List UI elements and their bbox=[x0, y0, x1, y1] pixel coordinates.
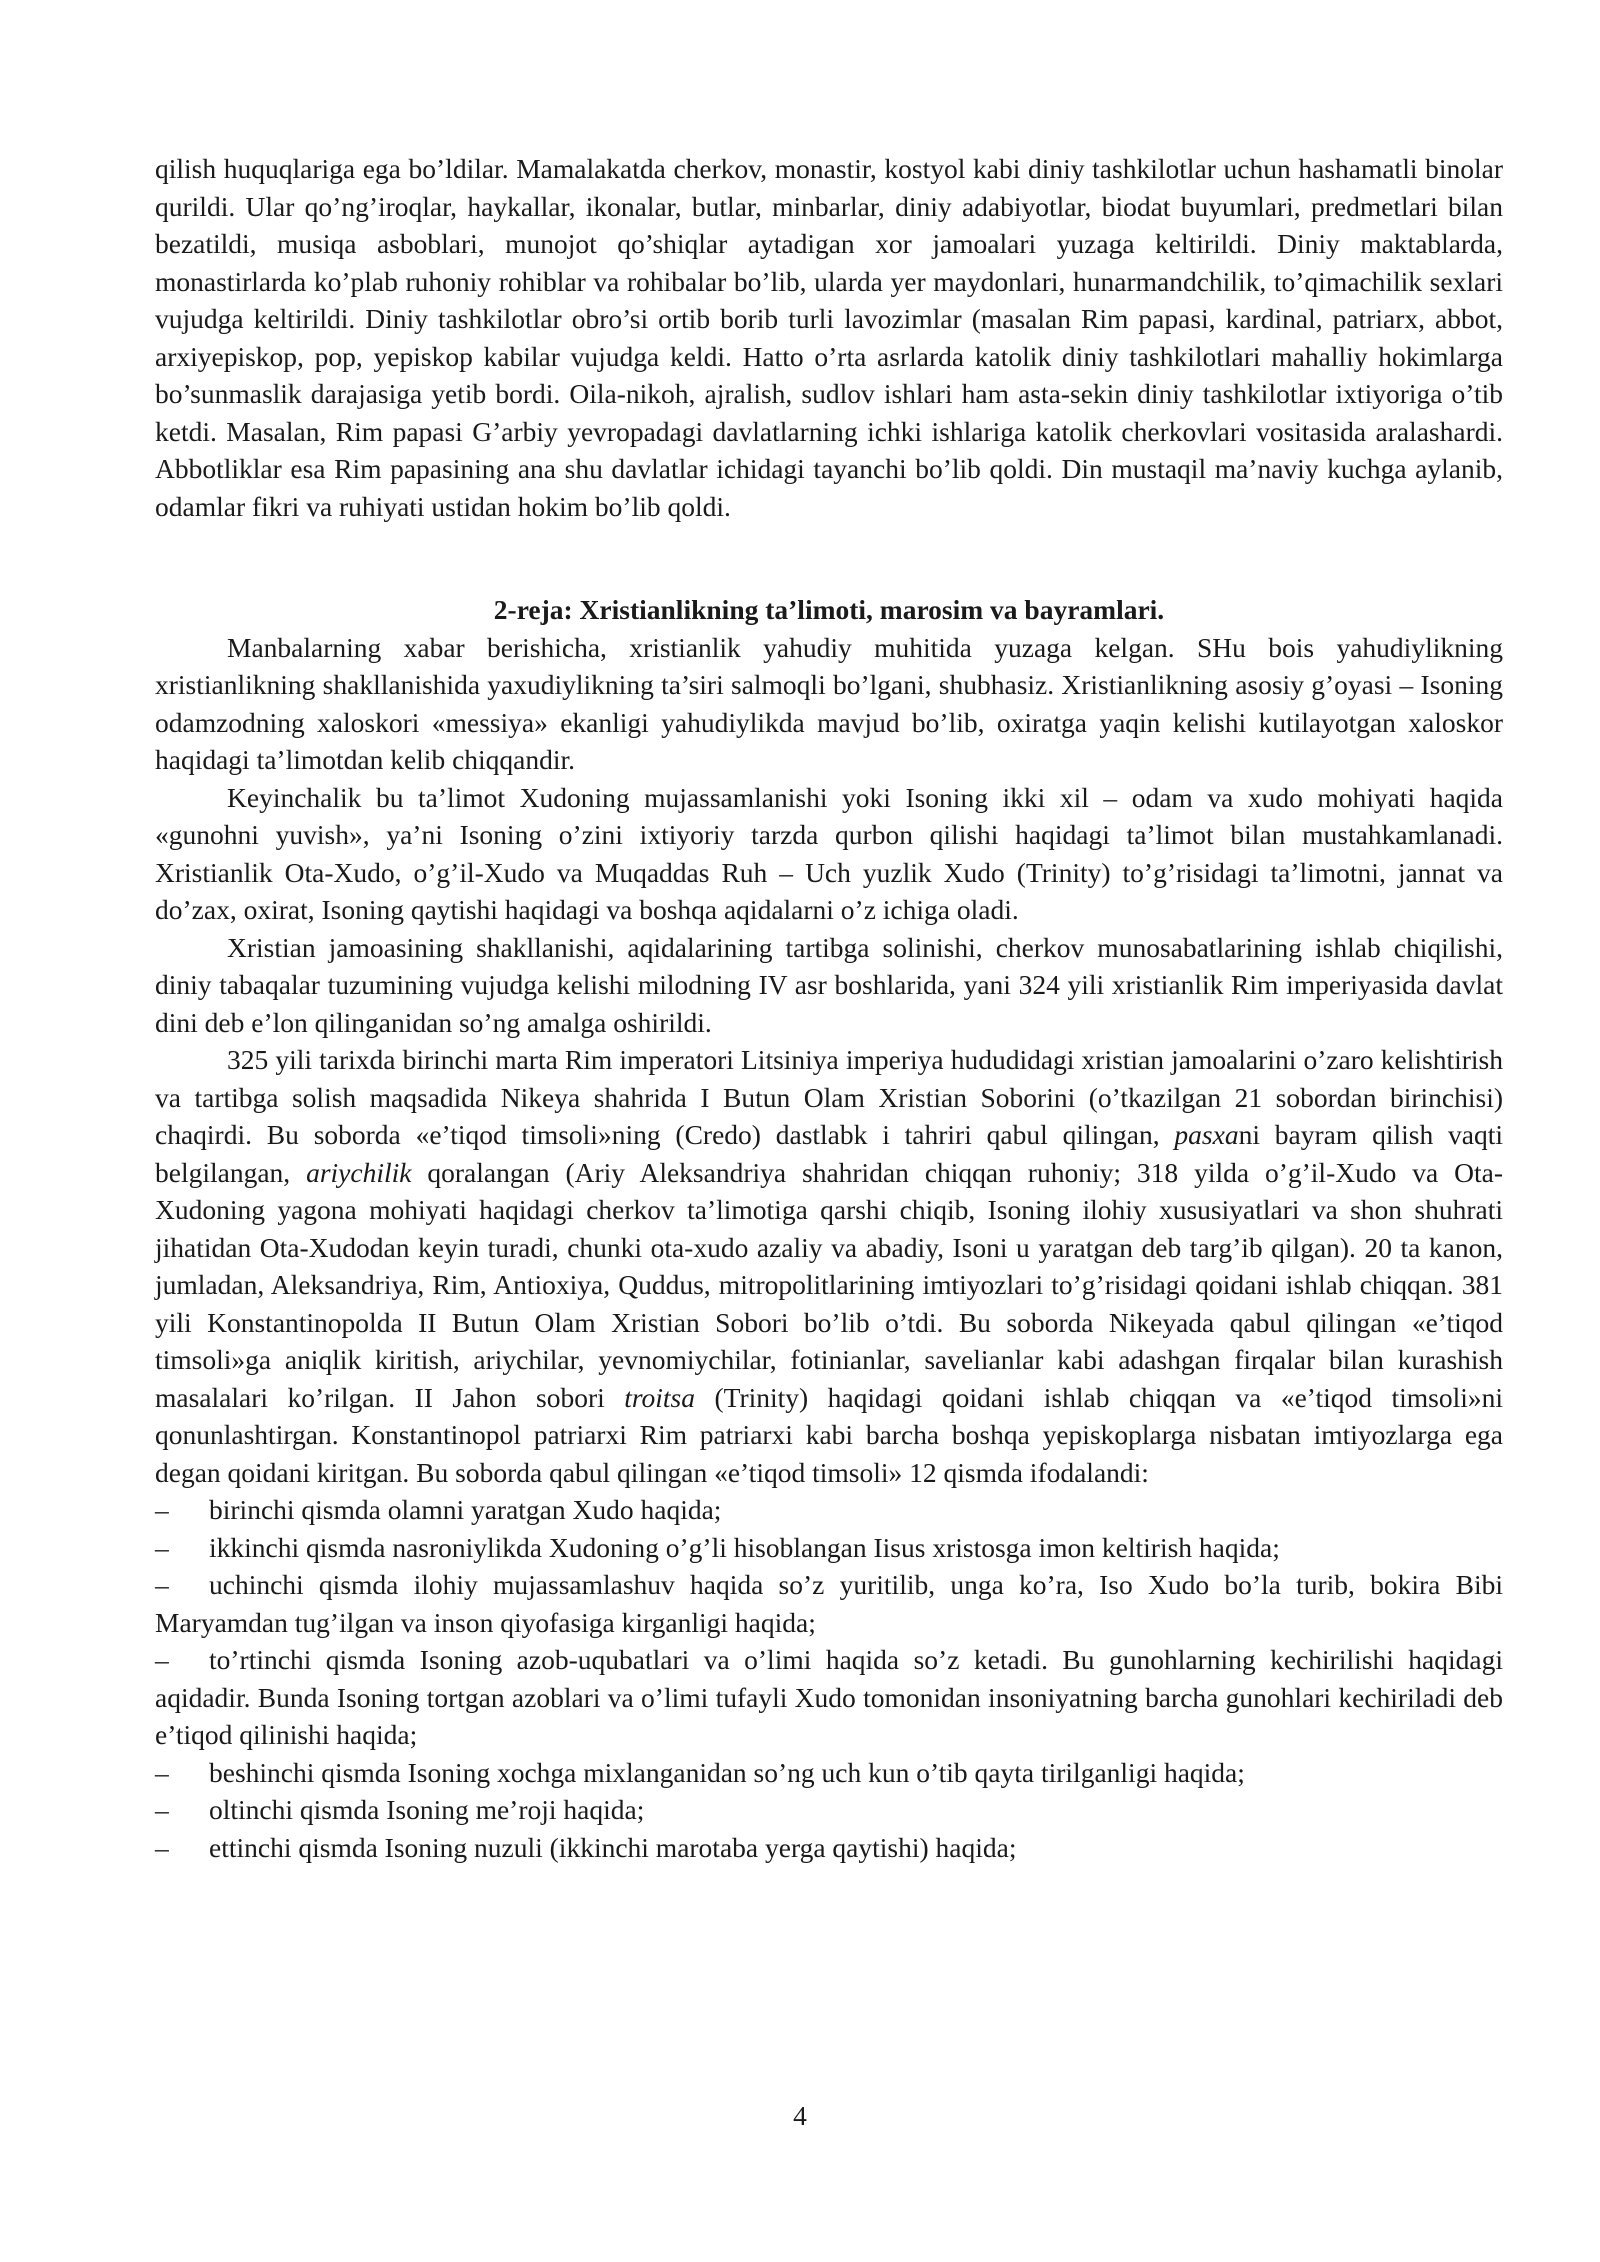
list-item-text: ikkinchi qismda nasroniylikda Xudoning o’g’li hisoblangan Iisus xristosga imon keltirish haqida; bbox=[209, 1531, 1280, 1563]
dash-marker: – bbox=[155, 1644, 169, 1675]
list-item-text: oltinchi qismda Isoning me’roji haqida; bbox=[209, 1794, 645, 1825]
page-number: 4 bbox=[793, 2100, 807, 2131]
body-paragraph-3: Xristian jamoasining shakllanishi, aqidalarining tartibga solinishi, cherkov munosabatlarining ishlab chiqilishi, diniy tabaqalar tuzumining vujudga kelishi milodning IV asr boshlarida, yani 324 yili xristianlik Rim imperiyasida davlat dini deb e’lon qilinganidan so’ng amalga oshirildi. bbox=[155, 931, 1503, 1038]
list-item bbox=[155, 1754, 1503, 1792]
dash-marker: – bbox=[155, 1756, 169, 1788]
body-paragraph-intro: qilish huquqlariga ega bo’ldilar. Mamalakatda cherkov, monastir, kostyol kabi diniy tashkilotlar uchun hashamatli binolar qurildi. Ular qo’ng’iroqlar, haykallar, ikonalar, butlar, minbarlar, diniy adabiyotlar, biodat buyumlari, predmetlari bilan bezatildi, musiqa asboblari, munojot qo’shiqlar aytadigan xor jamoalari yuzaga keltirildi. Diniy maktablarda, monastirlarda ko’plab ruhoniy rohiblar va rohibalar bo’lib, ularda yer maydonlari, hunarmandchilik, to’qimachilik sexlari vujudga keltirildi. Diniy tashkilotlar obro’si ortib borib turli lavozimlar (masalan Rim papasi, kardinal, patriarx, abbot, arxiyepiskop, pop, yepiskop kabilar vujudga keldi. Hatto o’rta asrlarda katolik diniy tashkilotlari mahalliy hokimlarga bo’sunmaslik darajasiga yetib bordi. Oila-nikoh, ajralish, sudlov ishlari ham asta-sekin diniy tashkilotlar ixtiyoriga o’tib ketdi. Masalan, Rim papasi G’arbiy yevropadagi davlatlarning ichki ishlariga katolik cherkovlari vositasida aralashardi. Abbotliklar esa Rim papasining ana shu davlatlar ichidagi tayanchi bo’lib qoldi. Din mustaqil ma’naviy kuchga aylanib, odamlar fikri va ruhiyati ustidan hokim bo’lib qoldi. bbox=[155, 153, 1503, 522]
section-heading: 2-reja: Xristianlikning ta’limoti, marosim va bayramlari. bbox=[493, 594, 1165, 625]
list-item bbox=[155, 1566, 1503, 1641]
list-item bbox=[155, 1641, 1503, 1754]
paragraph-text-segment: ni bayram qilish vaqti belgilangan, bbox=[155, 1119, 1504, 1188]
paragraph-text-segment: (Trinity) haqidagi qoidani ishlab chiqqan va «e’tiqod timsoli»ni qonunlashtirgan. Konstantinopol patriarxi Rim patriarxi kabi barcha boshqa yepiskoplarga nisbatan imtiyozlarga ega degan qoidani kiritgan. Bu soborda qabul qilingan «e’tiqod timsoli» 12 qismda ifodalandi: bbox=[155, 1381, 1503, 1488]
dash-marker: – bbox=[155, 1494, 169, 1525]
paragraph-text-segment: 325 yili tarixda birinchi marta Rim imperatori Litsiniya imperiya hududidagi xristian jamoalarini o’zaro kelishtirish va tartibga solish maqsadida Nikeya shahrida I Butun Olam Xristian Soborini (o’tkazilgan 21 sobordan birinchisi) chaqirdi. Bu soborda «e’tiqod timsoli»ning (Credo) dastlabk i tahriri qabul qilingan, bbox=[155, 1044, 1503, 1150]
body-paragraph-1: Manbalarning xabar berishicha, xristianlik yahudiy muhitida yuzaga kelgan. SHu bois yahudiylikning xristianlikning shakllanishida yaxudiylikning ta’siri salmoqli bo’lgani, shubhasiz. Xristianlikning asosiy g’oyasi – Isoning odamzodning xaloskori «messiya» ekanligi yahudiylikda mavjud bo’lib, oxiratga yaqin kelishi kutilayotgan xaloskor haqidagi ta’limotdan kelib chiqqandir. bbox=[155, 631, 1503, 775]
document-page bbox=[155, 150, 1503, 1866]
dash-marker: – bbox=[155, 1531, 169, 1563]
list-item-text: birinchi qismda olamni yaratgan Xudo haqida; bbox=[209, 1494, 722, 1525]
body-paragraph-4 bbox=[155, 1041, 1503, 1491]
body-paragraph-2: Keyinchalik bu ta’limot Xudoning mujassamlanishi yoki Isoning ikki xil – odam va xudo mohiyati haqida «gunohni yuvish», ya’ni Isoning o’zini ixtiyoriy tarzda qurbon qilishi haqidagi ta’limot bilan mustahkamlanadi. Xristianlik Ota-Xudo, o’g’il-Xudo va Muqaddas Ruh – Uch yuzlik Xudo (Trinity) to’g’risidagi ta’limotni, jannat va do’zax, oxirat, Isoning qaytishi haqidagi va boshqa aqidalarni o’z ichiga oladi. bbox=[155, 781, 1503, 925]
italic-term-ariychilik: ariychilik bbox=[306, 1156, 412, 1188]
list-item bbox=[155, 1491, 1503, 1529]
list-item-text: ettinchi qismda Isoning nuzuli (ikkinchi marotaba yerga qaytishi) haqida; bbox=[209, 1831, 1017, 1863]
section-gap bbox=[155, 525, 1503, 591]
dash-marker: – bbox=[155, 1794, 169, 1825]
dash-marker: – bbox=[155, 1831, 169, 1863]
credo-list bbox=[155, 1491, 1503, 1866]
paragraph-text-segment: qoralangan (Ariy Aleksandriya shahridan chiqqan ruhoniy; 318 yilda o’g’il-Xudo va Ota-Xudoning yagona mohiyati haqidagi cherkov ta’limotiga qarshi chiqib, Isoning ilohiy xususiyatlari va shon shuhrati jihatidan Ota-Xudodan keyin turadi, chunki ota-xudo azaliy va abadiy, Isoni u yaratgan deb targ’ib qilgan). 20 ta kanon, jumladan, Aleksandriya, Rim, Antioxiya, Quddus, mitropolitlarining imtiyozlari to’g’risidagi qoidani ishlab chiqqan. 381 yili Konstantinopolda II Butun Olam Xristian Sobori bo’lib o’tdi. Bu soborda Nikeyada qabul qilingan «e’tiqod timsoli»ga aniqlik kiritish, ariychilar, yevnomiychilar, fotinianlar, savelianlar kabi adashgan firqalar bilan kurashish masalalari ko’rilgan. II Jahon sobori bbox=[155, 1156, 1503, 1413]
list-item bbox=[155, 1829, 1503, 1867]
list-item-text: beshinchi qismda Isoning xochga mixlanganidan so’ng uch kun o’tib qayta tirilganligi haqida; bbox=[209, 1756, 1245, 1788]
italic-term-troitsa: troitsa bbox=[624, 1381, 696, 1413]
list-item-text: uchinchi qismda ilohiy mujassamlashuv haqida so’z yuritilib, unga ko’ra, Iso Xudo bo’la turib, bokira Bibi Maryamdan tug’ilgan va inson qiyofasiga kirganligi haqida; bbox=[155, 1569, 1503, 1638]
list-item bbox=[155, 1529, 1503, 1567]
dash-marker: – bbox=[155, 1569, 169, 1600]
list-item-text: to’rtinchi qismda Isoning azob-uqubatlari va o’limi haqida so’z ketadi. Bu gunohlarning kechirilishi haqidagi aqidadir. Bunda Isoning tortgan azoblari va o’limi tufayli Xudo tomonidan insoniyatning barcha gunohlari kechiriladi deb e’tiqod qilinishi haqida; bbox=[155, 1644, 1503, 1750]
italic-term-pasxa: pasxa bbox=[1174, 1119, 1239, 1150]
list-item bbox=[155, 1791, 1503, 1829]
